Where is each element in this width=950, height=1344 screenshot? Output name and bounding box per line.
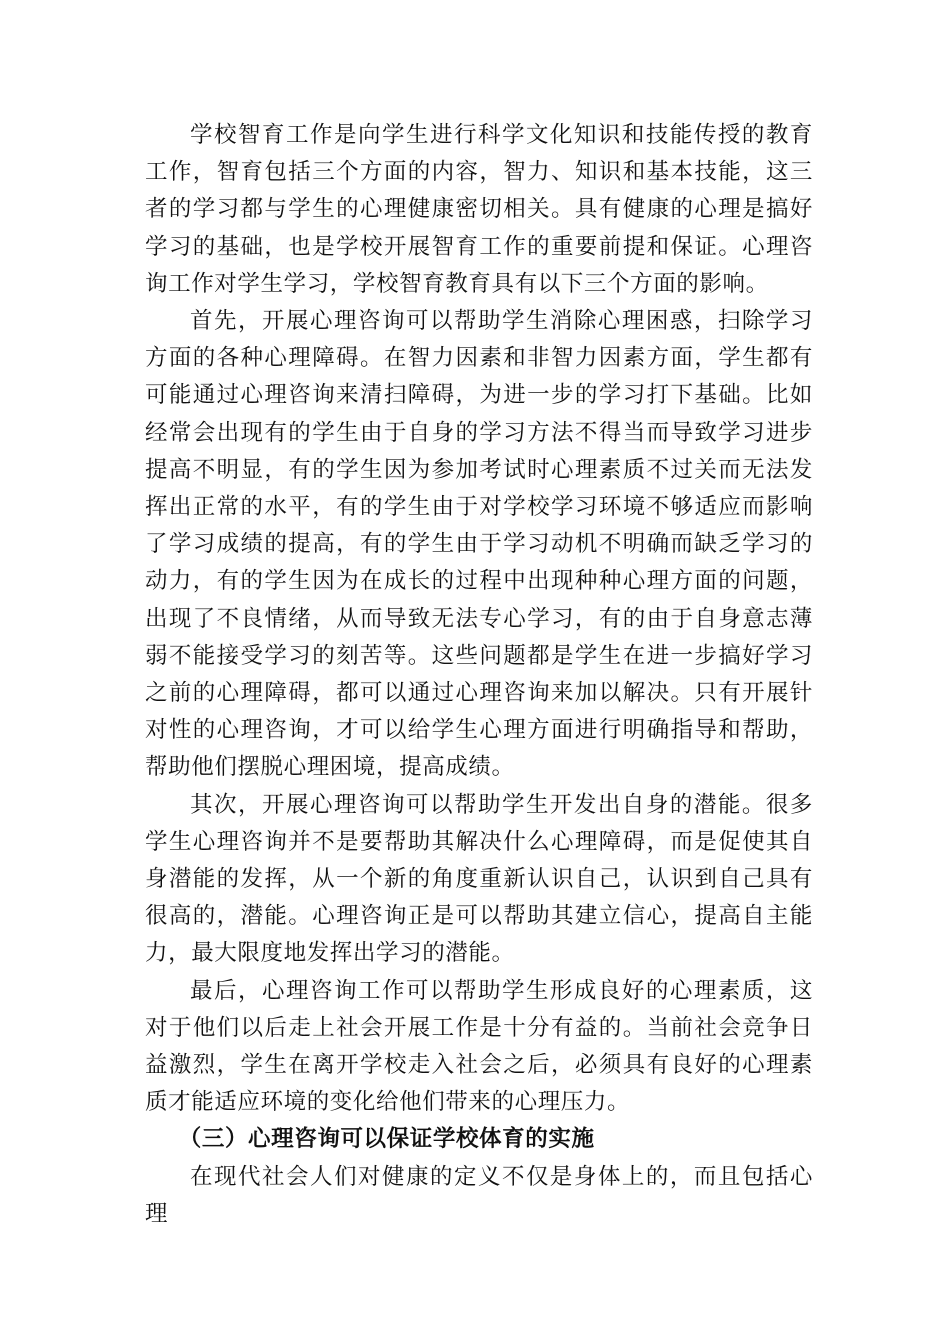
paragraph-third-point: 最后，心理咨询工作可以帮助学生形成良好的心理素质，这对于他们以后走上社会开展工作是十分有益的。当前社会竞争日益激烈，学生在离开学校走入社会之后，必须具有良好的心理素质才能适应环境的变化给他们带来的心理压力。 [145, 977, 813, 1116]
document-body [145, 117, 813, 1233]
paragraph-physical-education: 在现代社会人们对健康的定义不仅是身体上的，而且包括心理 [145, 1163, 813, 1227]
paragraph-first-point: 首先，开展心理咨询可以帮助学生消除心理困惑，扫除学习方面的各种心理障碍。在智力因素和非智力因素方面，学生都有可能通过心理咨询来清扫障碍，为进一步的学习打下基础。比如经常会出现有的学生由于自身的学习方法不得当而导致学习进步提高不明显，有的学生因为参加考试时心理素质不过关而无法发挥出正常的水平，有的学生由于对学校学习环境不够适应而影响了学习成绩的提高，有的学生由于学习动机不明确而缺乏学习的动力，有的学生因为在成长的过程中出现种种心理方面的问题，出现了不良情绪，从而导致无法专心学习，有的由于自身意志薄弱不能接受学习的刻苦等。这些问题都是学生在进一步搞好学习之前的心理障碍，都可以通过心理咨询来加以解决。只有开展针对性的心理咨询，才可以给学生心理方面进行明确指导和帮助，帮助他们摆脱心理困境，提高成绩。 [145, 308, 813, 781]
paragraph-second-point: 其次，开展心理咨询可以帮助学生开发出自身的潜能。很多学生心理咨询并不是要帮助其解决什么心理障碍，而是促使其自身潜能的发挥，从一个新的角度重新认识自己，认识到自己具有很高的，潜能。心理咨询正是可以帮助其建立信心，提高自主能力，最大限度地发挥出学习的潜能。 [145, 791, 813, 967]
paragraph-intellectual-education: 学校智育工作是向学生进行科学文化知识和技能传授的教育工作，智育包括三个方面的内容，智力、知识和基本技能，这三者的学习都与学生的心理健康密切相关。具有健康的心理是搞好学习的基础，也是学校开展智育工作的重要前提和保证。心理咨询工作对学生学习，学校智育教育具有以下三个方面的影响。 [145, 122, 813, 297]
section-heading: （三）心理咨询可以保证学校体育的实施 [178, 1126, 595, 1153]
